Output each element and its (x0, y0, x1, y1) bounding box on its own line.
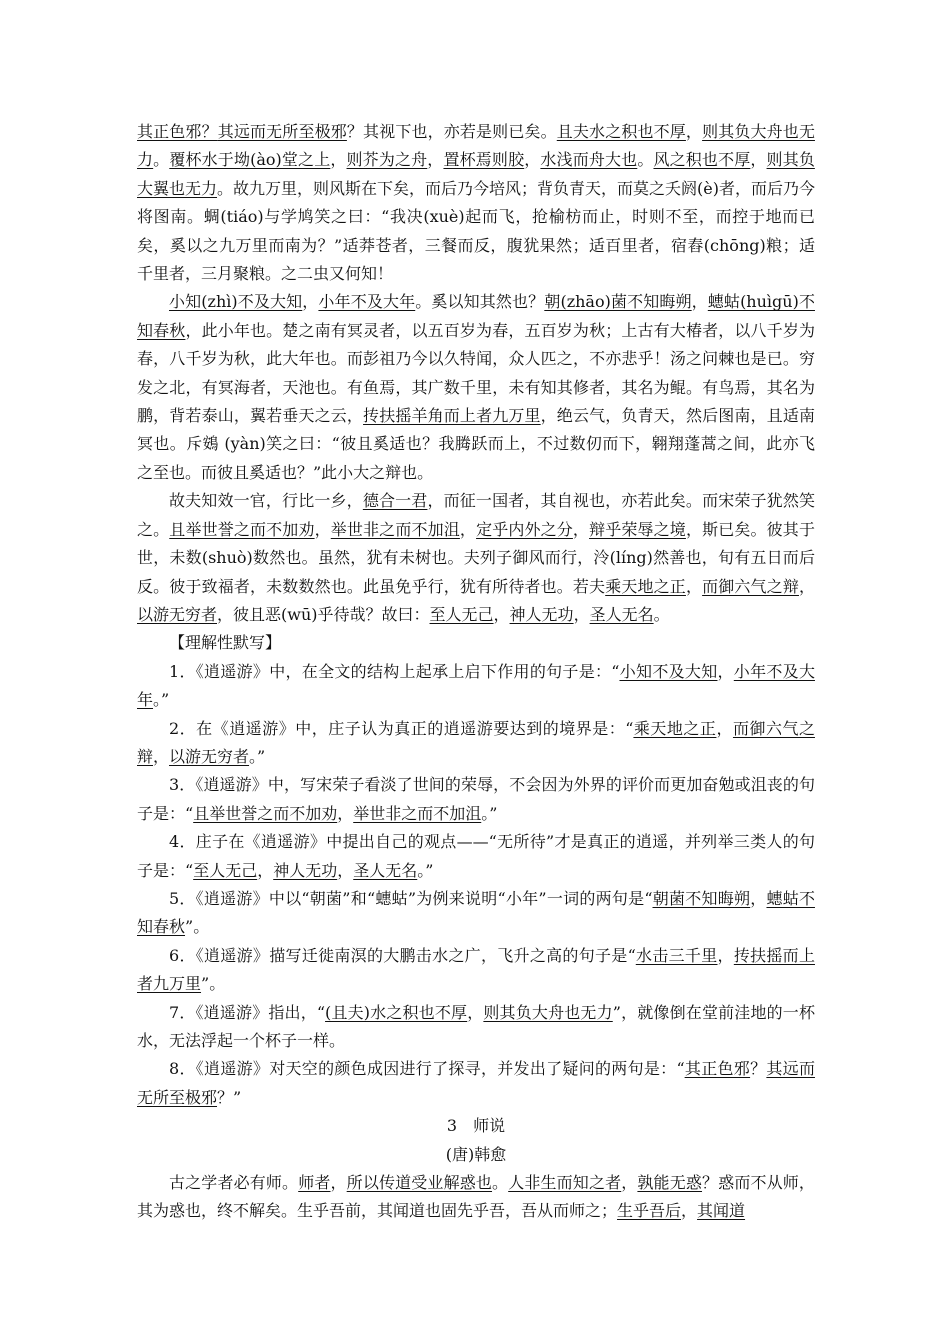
text-segment: ， (573, 604, 590, 624)
text-segment: ， (691, 292, 708, 312)
text-segment: ， (717, 661, 734, 681)
text-segment: 故夫知效一官，行比一乡， (169, 491, 363, 511)
underlined-answer: 水浅而舟大也 (540, 150, 638, 170)
underlined-answer: 而御六气之辩 (137, 718, 815, 766)
underlined-answer: 乘天地之正 (605, 576, 686, 596)
paragraph-2 (137, 288, 815, 487)
text-segment: ”。 (201, 974, 226, 994)
underlined-answer: 小年不及大年 (318, 292, 416, 312)
underlined-answer: 则芥为之舟 (346, 150, 428, 170)
underlined-answer: 德合一君 (362, 491, 428, 511)
underlined-answer: 神人无功 (273, 860, 338, 880)
text-segment: ，绝云气，负青天，然后图南，且适南冥也。斥鴳 (yàn)笑之曰：“彼且奚适也？我腾跃而上，不过数仞而下，翱翔蓬蒿之间，此亦飞之至也。而彼且奚适也？”此小大之辩也。 (137, 406, 815, 482)
text-segment: 3．《逍遥游》中，写宋荣子看淡了世间的荣辱，不会因为外界的评价而更加奋勉或沮丧的句子是：“ (137, 775, 815, 823)
text-segment: ，而征一国者，其自视也，亦若此矣。而宋荣子犹然笑之。 (137, 491, 815, 539)
text-segment: ， (798, 576, 815, 596)
underlined-answer: 以游无穷者 (137, 604, 218, 624)
underlined-answer: 蟪蛄不知春秋 (137, 888, 815, 937)
underlined-answer: 圣人无名 (589, 604, 654, 624)
underlined-answer: 其远而无所至极邪 (137, 1059, 815, 1107)
text-segment: 。 (492, 1173, 509, 1193)
text-segment: ， (467, 1002, 484, 1022)
text-segment: 。” (249, 746, 266, 766)
text-segment: ， (685, 576, 703, 596)
question-2 (137, 715, 815, 772)
text-segment: ？惑而不从师，其为惑也，终不解矣。生乎吾前，其闻道也固先乎吾，吾从而师之； (137, 1173, 815, 1221)
text-segment: ， (493, 604, 510, 624)
underlined-answer: 其正色邪 (684, 1059, 751, 1079)
underlined-answer: 覆杯水于坳(ào)堂之上 (169, 150, 331, 170)
text-segment: 。” (153, 690, 170, 710)
text-segment: 4．庄子在《逍遥游》中提出自己的观点——“无所待”才是真正的逍遥，并列举三类人的句子是：“ (137, 832, 815, 880)
text-segment: 。 (637, 150, 654, 170)
text-segment: ， (685, 122, 703, 141)
underlined-answer: 至人无己 (193, 860, 258, 880)
section-heading: 【理解性默写】 (169, 633, 282, 653)
text-segment: 。奚以知其然也？ (415, 292, 545, 312)
underlined-answer: 则其负大舟也无力 (137, 122, 815, 170)
text-segment: 。 (153, 150, 170, 170)
text-segment: ，彼且恶(wū)乎待哉？故曰： (217, 604, 430, 624)
paragraph-4 (137, 1169, 815, 1226)
underlined-answer: 朝菌不知晦朔 (652, 888, 751, 908)
underlined-answer: 蟪蛄(huìgū)不知春秋 (137, 292, 815, 340)
text-segment: 8．《逍遥游》对天空的颜色成因进行了探寻，并发出了疑问的两句是：“ (169, 1059, 685, 1079)
text-segment: 。” (417, 860, 434, 880)
question-5 (137, 885, 815, 942)
underlined-answer: (且夫)水之积也不厚 (325, 1002, 468, 1022)
underlined-answer: 其正色邪？ (137, 122, 218, 141)
underlined-answer: 圣人无名 (353, 860, 418, 880)
text-segment: 5．《逍遥游》中以“朝菌”和“蟪蛄”为例来说明“小年”一词的两句是“ (169, 888, 653, 908)
underlined-answer: 其闻道 (697, 1201, 746, 1221)
underlined-answer: 抟扶摇而上者九万里 (137, 945, 815, 994)
text-segment: ， (621, 1173, 638, 1193)
underlined-answer: 乘天地之正 (633, 718, 717, 738)
document-page (137, 118, 815, 1226)
text-segment: ，此小年也。楚之南有冥灵者，以五百岁为春，五百岁为秋；上古有大椿者，以八千岁为春，八千岁为秋，此大年也。而彭祖乃今以久特闻，众人匹之，不亦悲乎！汤之问棘也是已。穷发之北，有冥海者，天池也。有鱼焉，其广数千里，未有知其修者，其名为鲲。有鸟焉，其名为鹏，背若泰山，翼若垂天之云， (137, 320, 815, 426)
underlined-answer: 定乎内外之分 (476, 519, 573, 539)
text-segment: 古之学者必有师。 (169, 1173, 299, 1193)
underlined-answer: 以游无穷者 (169, 746, 250, 766)
text-segment: 6．《逍遥游》描写迁徙南溟的大鹏击水之广，飞升之高的句子是“ (169, 945, 636, 965)
text-segment: 。” (481, 803, 498, 823)
underlined-answer: 小知(zhì)不及大知 (169, 292, 303, 312)
text-segment: ， (330, 1173, 347, 1193)
underlined-answer: 则其负大翼也无力 (137, 150, 815, 198)
paragraph-1 (137, 118, 815, 288)
question-1 (137, 658, 815, 715)
underlined-answer: 所以传道受业解惑也 (346, 1173, 493, 1193)
text-segment: ，斯已矣。彼其于世，未数(shuò)数然也。虽然，犹有未树也。夫列子御风而行，泠(líng)然善也，旬有五日而后反。彼于致福者，未数数然也。此虽免乎行，犹有所待者也。若夫 (137, 519, 815, 596)
text-segment: ， (314, 519, 331, 539)
text-segment: ， (337, 860, 354, 880)
underlined-answer: 至人无己 (429, 604, 494, 624)
underlined-answer: 置杯焉则胶 (443, 150, 525, 170)
text-segment: ？ (750, 1059, 767, 1079)
underlined-answer: 其远而无所至极邪 (217, 122, 347, 141)
text-segment: ？其视下也，亦若是则已矣。 (346, 122, 557, 141)
underlined-answer: 举世非之而不加沮 (330, 519, 460, 539)
text-segment: ， (257, 860, 274, 880)
underlined-answer: 举世非之而不加沮 (353, 803, 482, 823)
underlined-answer: 则其负大舟也无力 (483, 1002, 613, 1022)
text-segment: ？” (217, 1087, 242, 1107)
underlined-answer: 师者 (298, 1173, 331, 1193)
underlined-answer: 神人无功 (509, 604, 574, 624)
underlined-answer: 且举世誉之而不加劝 (193, 803, 338, 823)
text-segment: ， (750, 150, 767, 170)
question-3 (137, 771, 815, 828)
text-segment: ， (524, 150, 541, 170)
text-segment: ， (427, 150, 444, 170)
text-segment: ”，就像倒在堂前洼地的一杯水，无法浮起一个杯子一样。 (137, 1002, 815, 1050)
text-segment: ， (459, 519, 477, 539)
question-6 (137, 942, 815, 999)
text-segment: ， (337, 803, 354, 823)
underlined-answer: 且举世誉之而不加劝 (169, 519, 315, 539)
underlined-answer: 辩乎荣辱之境 (589, 519, 686, 539)
text-segment: ， (750, 888, 767, 908)
text-segment: ， (302, 292, 319, 312)
question-7 (137, 999, 815, 1056)
text-segment: 7．《逍遥游》指出，“ (169, 1002, 326, 1022)
text-segment: 。故九万里，则风斯在下矣，而后乃今培风；背负青天，而莫之夭阏(è)者，而后乃今将图南。蜩(tiáo)与学鸠笑之曰：“我决(xuè)起而飞，抢榆枋而止，时则不至，而控于地而已矣，奚以之九万里而南为？”适莽苍者，三餐而反，腹犹果然；适百里者，宿舂(chōng)粮；适千里者，三月聚粮。之二虫又何知！ (137, 178, 815, 284)
question-4 (137, 828, 815, 885)
paragraph-3 (137, 487, 815, 629)
underlined-answer: 人非生而知之者 (508, 1173, 622, 1193)
underlined-answer: 抟扶摇羊角而上者九万里 (363, 406, 541, 426)
text-segment: ， (572, 519, 590, 539)
lesson-author: (唐)韩愈 (445, 1144, 507, 1164)
underlined-answer: 而御六气之辩 (702, 576, 799, 596)
text-segment: ， (681, 1201, 698, 1221)
text-segment: 1．《逍遥游》中，在全文的结构上起承上启下作用的句子是：“ (169, 661, 620, 681)
text-segment: 。 (653, 604, 670, 624)
text-segment: ， (716, 718, 733, 738)
underlined-answer: 朝(zhāo)菌不知晦朔 (544, 292, 692, 312)
underlined-answer: 孰能无惑 (637, 1173, 703, 1193)
underlined-answer: 且夫水之积也不厚 (556, 122, 686, 141)
underlined-answer: 小年不及大年 (137, 661, 815, 710)
underlined-answer: 小知不及大知 (619, 661, 718, 681)
lesson-title: 3 师说 (446, 1116, 506, 1136)
text-segment: ， (717, 945, 734, 965)
underlined-answer: 水击三千里 (635, 945, 718, 965)
text-segment: 2．在《逍遥游》中，庄子认为真正的逍遥游要达到的境界是：“ (169, 718, 634, 738)
question-8 (137, 1055, 815, 1112)
text-segment: ”。 (185, 917, 210, 937)
text-segment: ， (330, 150, 347, 170)
underlined-answer: 生乎吾后 (617, 1201, 682, 1221)
underlined-answer: 风之积也不厚 (653, 150, 751, 170)
text-segment: ， (153, 746, 170, 766)
